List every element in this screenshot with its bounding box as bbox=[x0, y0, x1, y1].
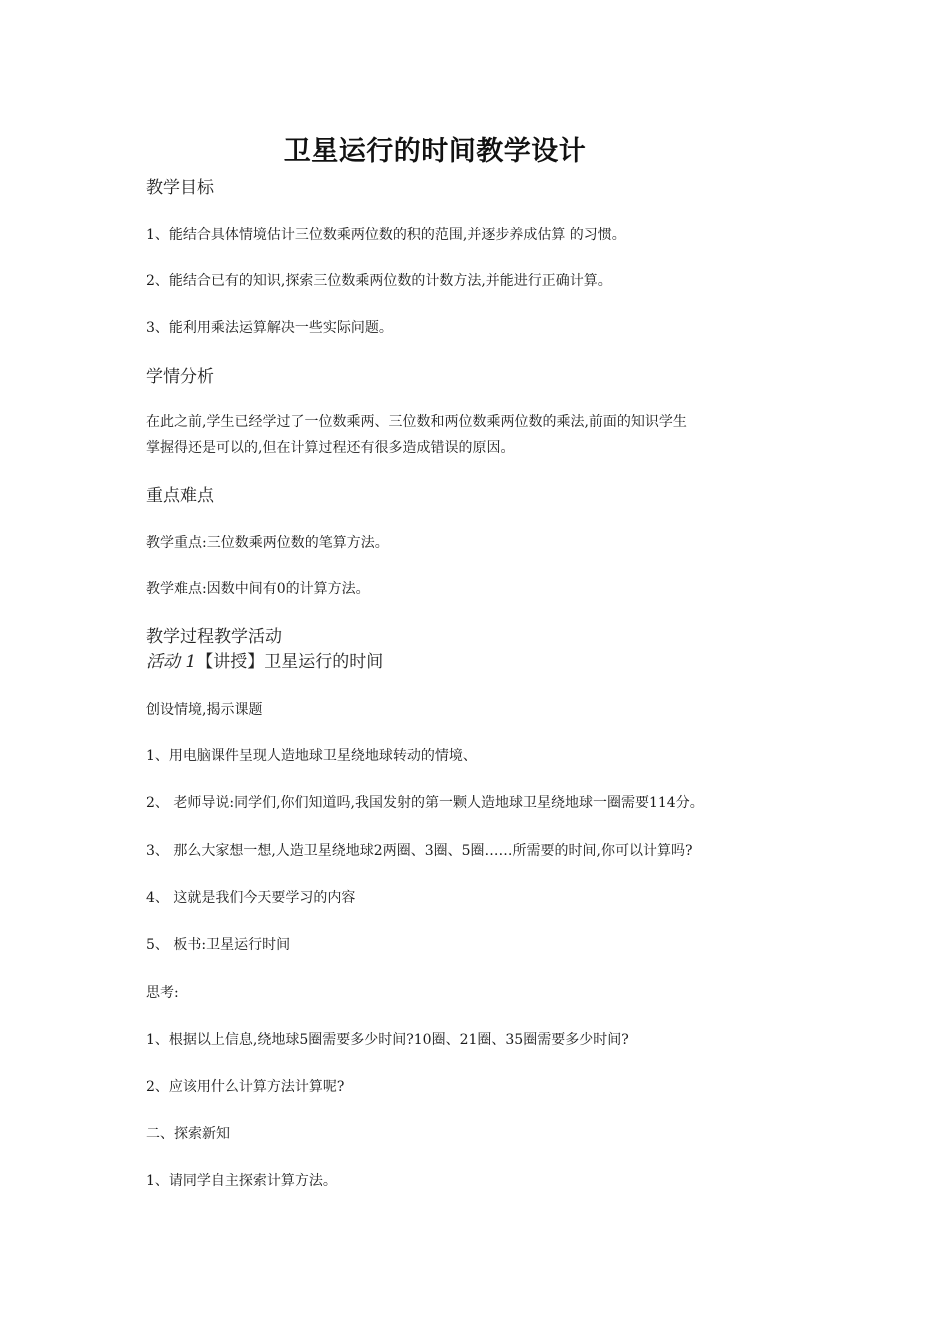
section-explore-heading: 二、探索新知 bbox=[146, 1126, 230, 1142]
analysis-line-1: 在此之前,学生已经学过了一位数乘两、三位数和两位数乘两位数的乘法,前面的知识学生 bbox=[146, 414, 687, 430]
think-label: 思考: bbox=[146, 985, 179, 1001]
heading-analysis: 学情分析 bbox=[146, 367, 214, 387]
page-title: 卫星运行的时间教学设计 bbox=[283, 136, 587, 167]
objective-item-3: 3、能利用乘法运算解决一些实际问题。 bbox=[146, 320, 393, 336]
think-question-1: 1、根据以上信息,绕地球5圈需要多少时间?10圈、21圈、35圈需要多少时间? bbox=[146, 1032, 629, 1048]
key-point-difficulty: 教学难点:因数中间有0的计算方法。 bbox=[146, 581, 370, 597]
activity-heading bbox=[146, 652, 383, 672]
think-question-2: 2、应该用什么计算方法计算呢? bbox=[146, 1079, 345, 1095]
heading-process: 教学过程教学活动 bbox=[146, 627, 282, 647]
process-intro: 创设情境,揭示课题 bbox=[146, 702, 263, 718]
analysis-line-2: 掌握得还是可以的,但在计算过程还有很多造成错误的原因。 bbox=[146, 440, 515, 456]
activity-title: 【讲授】卫星运行的时间 bbox=[196, 652, 384, 672]
activity-prefix: 活动 1 bbox=[146, 652, 197, 672]
objective-item-2: 2、能结合已有的知识,探索三位数乘两位数的计数方法,并能进行正确计算。 bbox=[146, 273, 612, 289]
process-step-5: 5、 板书:卫星运行时间 bbox=[146, 937, 291, 953]
heading-objectives: 教学目标 bbox=[146, 178, 214, 198]
key-point-focus: 教学重点:三位数乘两位数的笔算方法。 bbox=[146, 535, 389, 551]
objective-item-1: 1、能结合具体情境估计三位数乘两位数的积的范围,并逐步养成估算 的习惯。 bbox=[146, 227, 626, 243]
process-step-3: 3、 那么大家想一想,人造卫星绕地球2两圈、3圈、5圈……所需要的时间,你可以计算吗? bbox=[146, 843, 693, 859]
process-step-4: 4、 这就是我们今天要学习的内容 bbox=[146, 890, 356, 906]
heading-key-points: 重点难点 bbox=[146, 486, 214, 506]
process-step-1: 1、用电脑课件呈现人造地球卫星绕地球转动的情境、 bbox=[146, 748, 477, 764]
process-step-2: 2、 老师导说:同学们,你们知道吗,我国发射的第一颗人造地球卫星绕地球一圈需要114分。 bbox=[146, 795, 704, 811]
explore-item-1: 1、请同学自主探索计算方法。 bbox=[146, 1173, 337, 1189]
